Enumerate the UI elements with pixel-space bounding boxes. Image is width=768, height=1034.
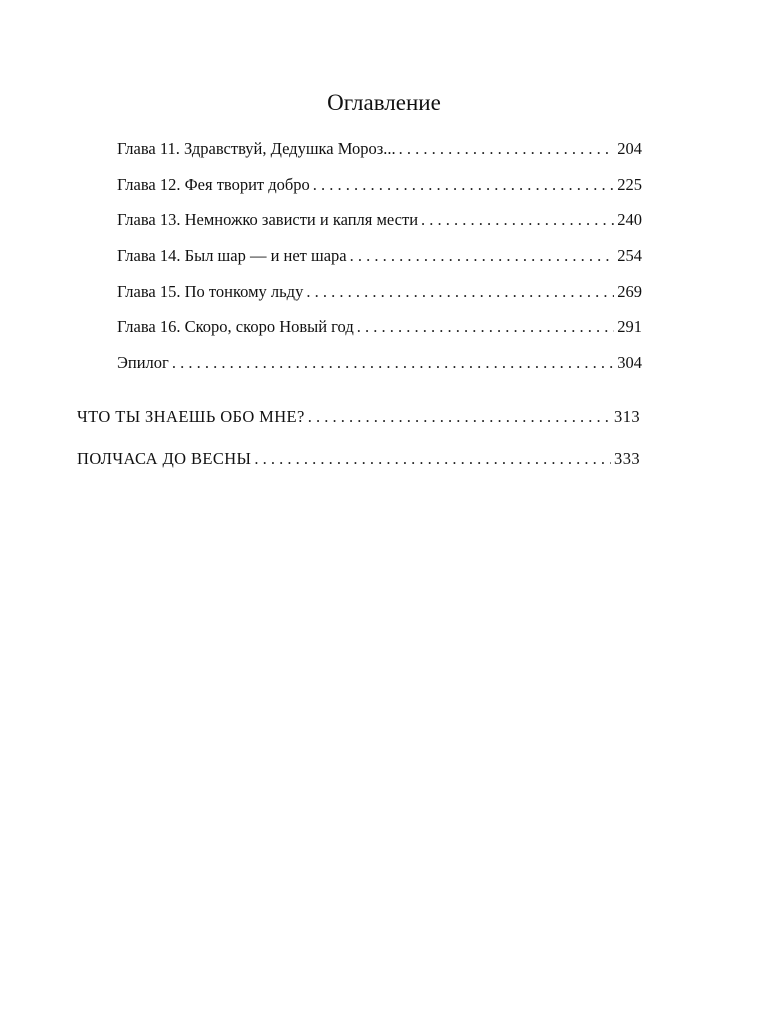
entry-page-number: 204 <box>617 139 642 158</box>
toc-entry-chapter-15[interactable] <box>117 281 642 303</box>
entry-page-number: 291 <box>617 317 642 336</box>
toc-entry-chapter-14[interactable] <box>117 245 642 267</box>
toc-entry-epilogue[interactable] <box>117 352 642 374</box>
entry-page-number: 254 <box>617 246 642 265</box>
entry-title: Глава 15. По тонкому льду <box>117 282 304 301</box>
entry-page-number: 225 <box>617 175 642 194</box>
entry-title: Глава 13. Немножко зависти и капля мести <box>117 210 419 229</box>
entry-page-number: 240 <box>617 210 642 229</box>
entry-page-number: 304 <box>617 353 642 372</box>
toc-entry-chapter-16[interactable] <box>117 316 642 338</box>
dot-leader <box>421 209 614 231</box>
toc-entry-chapter-11[interactable] <box>117 138 642 160</box>
entry-title: Эпилог <box>117 353 169 372</box>
dot-leader <box>313 174 614 196</box>
page-title: Оглавление <box>327 90 441 115</box>
entry-page-number: 313 <box>614 407 640 426</box>
entry-title: ЧТО ТЫ ЗНАЕШЬ ОБО МНЕ? <box>77 407 305 426</box>
entry-title: Глава 12. Фея творит добро <box>117 175 310 194</box>
entry-page-number: 269 <box>617 282 642 301</box>
entry-page-number: 333 <box>614 449 640 468</box>
dot-leader <box>399 138 615 160</box>
entry-title: Глава 14. Был шар — и нет шара <box>117 246 347 265</box>
dot-leader <box>172 352 614 374</box>
toc-entry-part-what-do-you-know[interactable] <box>77 406 640 428</box>
dot-leader <box>308 406 611 428</box>
entry-title: Глава 11. Здравствуй, Дедушка Мороз... <box>117 139 396 158</box>
toc-entry-chapter-12[interactable] <box>117 174 642 196</box>
toc-entry-part-half-hour[interactable] <box>77 448 640 470</box>
toc-entry-chapter-13[interactable] <box>117 209 642 231</box>
dot-leader <box>350 245 615 267</box>
entry-title: ПОЛЧАСА ДО ВЕСНЫ <box>77 449 252 468</box>
dot-leader <box>357 316 615 338</box>
dot-leader <box>306 281 614 303</box>
entry-title: Глава 16. Скоро, скоро Новый год <box>117 317 354 336</box>
dot-leader <box>254 448 611 470</box>
